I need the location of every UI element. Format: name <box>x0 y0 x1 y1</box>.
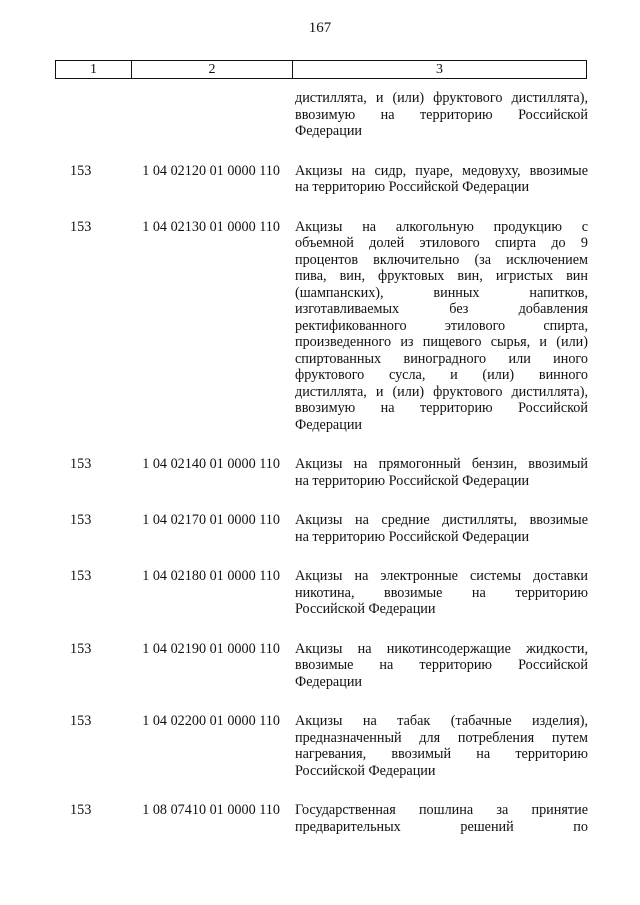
table-row <box>0 512 640 545</box>
table-body <box>0 80 640 835</box>
budget-classification-code: 1 04 02170 01 0000 110 <box>142 512 280 528</box>
revenue-name <box>295 90 588 140</box>
revenue-name-line: на территорию Российской Федерации <box>295 179 530 195</box>
revenue-name-line: ректификованного этилового спирта, <box>295 317 588 334</box>
budget-classification-code: 1 08 07410 01 0000 110 <box>142 802 280 818</box>
revenue-name-line: дистиллята, и (или) фруктового дистиллята), <box>295 90 588 106</box>
revenue-name-line: на территорию Российской Федерации <box>295 472 530 489</box>
revenue-name-line: Российской Федерации <box>295 601 436 617</box>
revenue-name-line: Акцизы на табак (табачные изделия), <box>295 713 588 729</box>
admin-code: 153 <box>70 802 92 818</box>
admin-code: 153 <box>70 218 92 235</box>
revenue-name-line: никотина, ввозимые на территорию <box>295 584 588 601</box>
revenue-name-line: ввозимые на территорию Российской <box>295 657 588 673</box>
admin-code: 153 <box>70 568 92 584</box>
budget-classification-code: 1 04 02130 01 0000 110 <box>142 218 280 235</box>
revenue-name-line: Акцизы на средние дистилляты, ввозимые <box>295 512 588 528</box>
budget-classification-code: 1 04 02200 01 0000 110 <box>142 713 280 729</box>
revenue-name-line: спиртованных виноградного или иного <box>295 350 588 367</box>
revenue-name <box>295 219 588 434</box>
revenue-name-line: ввозимую на территорию Российской <box>295 400 588 416</box>
admin-code: 153 <box>70 162 92 179</box>
table-row <box>0 802 640 835</box>
revenue-name <box>295 802 588 835</box>
budget-classification-code: 1 04 02140 01 0000 110 <box>142 456 280 472</box>
revenue-name-line: ввозимую на территорию Российской <box>295 106 588 123</box>
revenue-name-line: нагревания, ввозимый на территорию <box>295 746 588 762</box>
revenue-name-line: Акцизы на прямогонный бензин, ввозимый <box>295 456 588 472</box>
revenue-name-line: предназначенный для потребления путем <box>295 729 588 746</box>
budget-classification-code: 1 04 02180 01 0000 110 <box>142 568 280 584</box>
revenue-name-line: Государственная пошлина за принятие <box>295 802 588 818</box>
revenue-name <box>295 568 588 618</box>
header-column-2: 2 <box>132 61 293 78</box>
revenue-name-line: процентов включительно (за исключением <box>295 251 588 268</box>
revenue-name-line: изготавливаемых без добавления <box>295 301 588 317</box>
revenue-name <box>295 163 588 196</box>
page-number: 167 <box>308 20 332 36</box>
table-row <box>0 163 640 196</box>
revenue-name-line: объемной долей этилового спирта до 9 <box>295 235 588 251</box>
table-row <box>0 713 640 779</box>
revenue-name-line: Акцизы на сидр, пуаре, медовуху, ввозимые <box>295 162 588 179</box>
admin-code: 153 <box>70 640 92 657</box>
admin-code: 153 <box>70 456 92 472</box>
header-column-1: 1 <box>56 61 132 78</box>
revenue-name-line: предварительных решений по <box>295 818 588 835</box>
revenue-name-line: Российской Федерации <box>295 762 436 779</box>
revenue-name <box>295 641 588 691</box>
revenue-name-line: пива, вин, фруктовых вин, игристых вин <box>295 268 588 284</box>
table-row <box>0 641 640 691</box>
revenue-name-line: Федерации <box>295 123 363 139</box>
table-row <box>0 90 640 140</box>
revenue-name-line: Федерации <box>295 416 363 433</box>
revenue-name-line: Акцизы на электронные системы доставки <box>295 568 588 584</box>
table-row <box>0 456 640 489</box>
admin-code <box>70 90 126 140</box>
table-row <box>0 219 640 434</box>
table-header <box>55 60 587 79</box>
revenue-name-line: Федерации <box>295 673 363 690</box>
budget-classification-code <box>120 90 280 140</box>
revenue-name <box>295 512 588 545</box>
budget-classification-code: 1 04 02190 01 0000 110 <box>142 640 280 657</box>
revenue-name-line: Акцизы на никотинсодержащие жидкости, <box>295 640 588 657</box>
revenue-name-line: фруктового сусла, и (или) винного <box>295 367 588 383</box>
revenue-name <box>295 713 588 779</box>
revenue-name-line: Акцизы на алкогольную продукцию с <box>295 218 588 235</box>
revenue-name-line: произведенного из пищевого сырья, и (или) <box>295 334 588 350</box>
table-row <box>0 568 640 618</box>
revenue-name-line: дистиллята, и (или) фруктового дистиллята), <box>295 383 588 400</box>
header-column-3: 3 <box>436 61 443 77</box>
revenue-name-line: (шампанских), винных напитков, <box>295 284 588 301</box>
revenue-name <box>295 456 588 489</box>
admin-code: 153 <box>70 512 92 528</box>
budget-classification-code: 1 04 02120 01 0000 110 <box>142 162 280 179</box>
admin-code: 153 <box>70 713 92 729</box>
revenue-name-line: на территорию Российской Федерации <box>295 528 530 545</box>
